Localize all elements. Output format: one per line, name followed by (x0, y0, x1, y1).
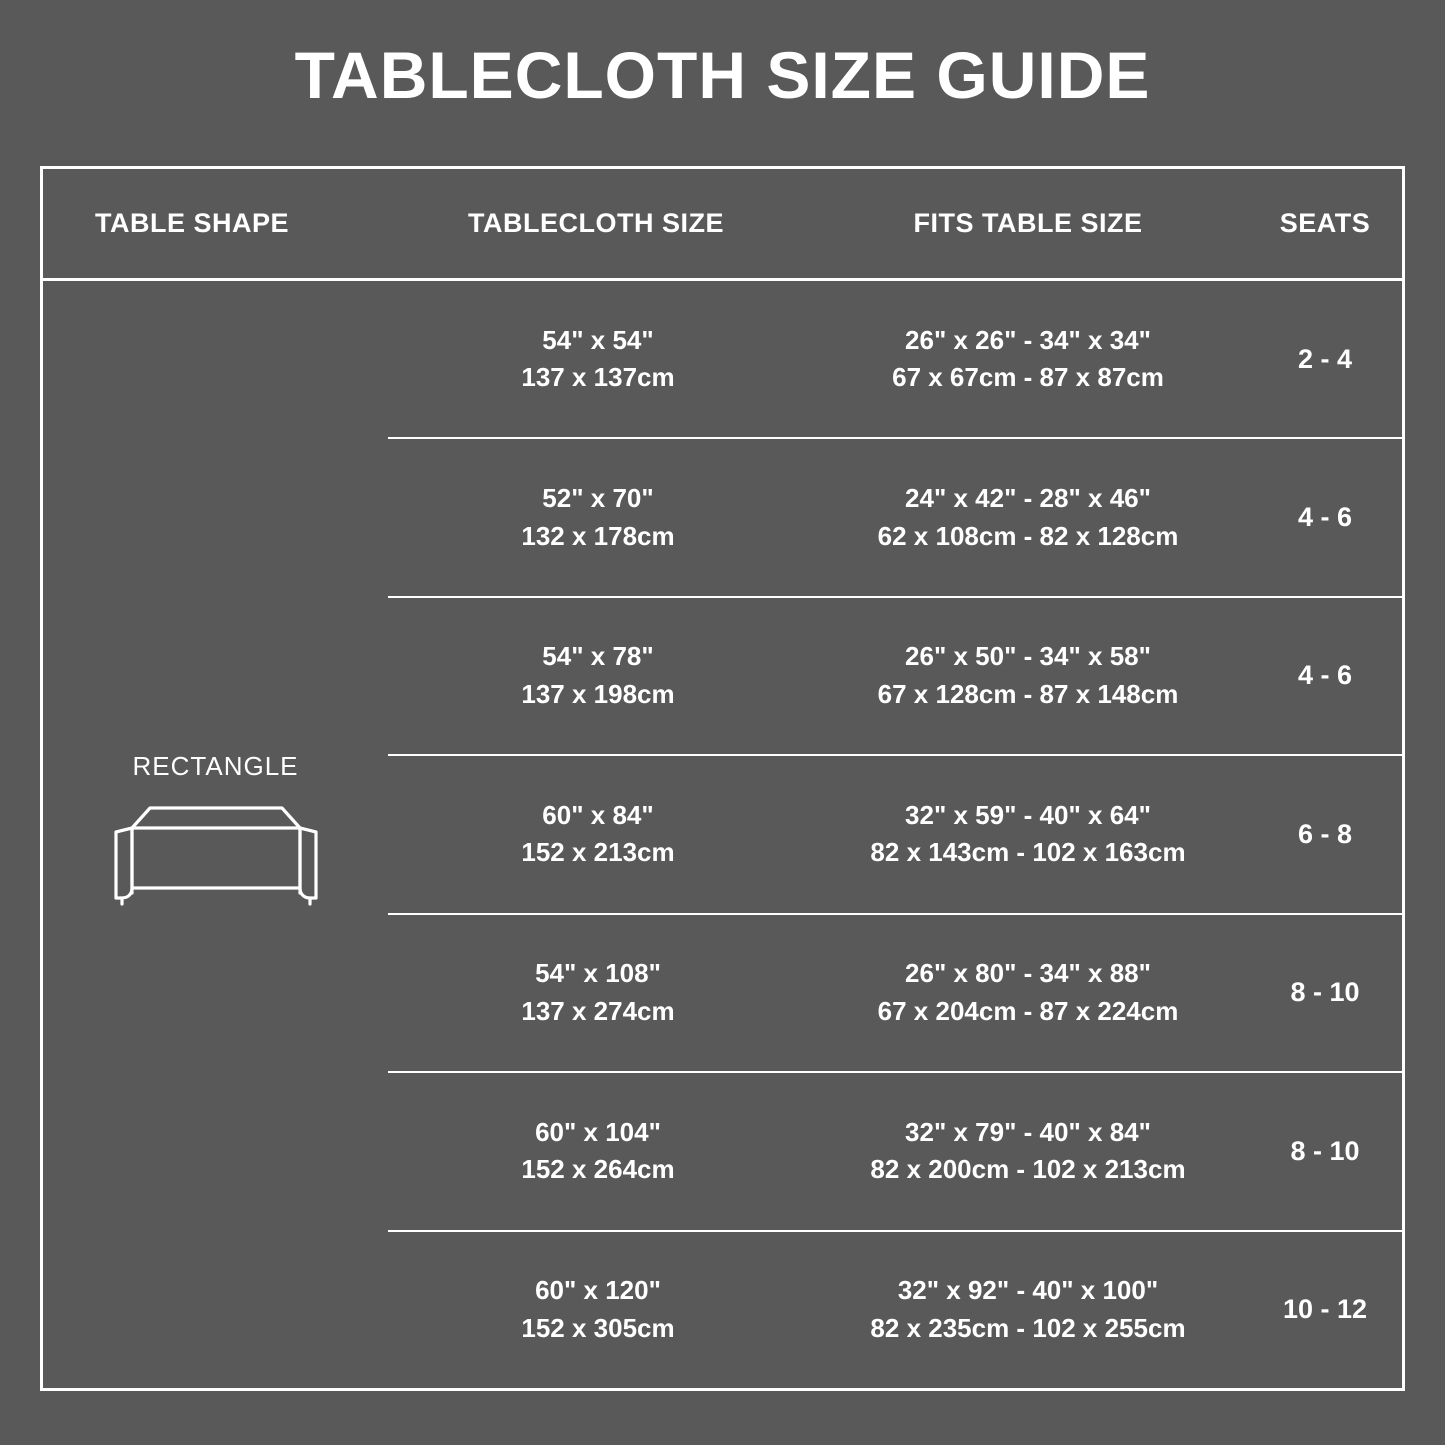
table-row (388, 598, 1402, 756)
cell-tablecloth-size (388, 1272, 808, 1347)
size-cm: 152 x 264cm (521, 1154, 675, 1185)
size-inches: 60" x 84" (542, 799, 654, 830)
cell-seats: 8 - 10 (1290, 977, 1360, 1008)
fits-cm: 82 x 235cm - 102 x 255cm (870, 1312, 1186, 1343)
size-cm: 137 x 137cm (521, 362, 675, 393)
rectangle-tablecloth-icon (106, 798, 326, 918)
size-cm: 152 x 305cm (521, 1312, 675, 1343)
size-inches: 60" x 120" (535, 1275, 661, 1306)
cell-seats: 6 - 8 (1297, 818, 1353, 849)
size-cm: 152 x 213cm (521, 837, 675, 868)
size-inches: 52" x 70" (542, 482, 654, 513)
cell-fits-table-size (808, 1114, 1248, 1189)
fits-inches: 32" x 79" - 40" x 84" (905, 1116, 1151, 1147)
cell-fits-table-size (808, 1272, 1248, 1347)
cell-tablecloth-size (388, 322, 808, 397)
table-row (388, 281, 1402, 439)
cell-fits-table-size (808, 480, 1248, 555)
cell-tablecloth-size (388, 797, 808, 872)
size-inches: 54" x 78" (542, 641, 654, 672)
fits-inches: 32" x 92" - 40" x 100" (897, 1275, 1159, 1306)
shape-label: RECTANGLE (132, 751, 299, 781)
fits-inches: 26" x 50" - 34" x 58" (905, 641, 1151, 672)
cell-seats: 8 - 10 (1290, 1135, 1360, 1166)
shape-cell-rectangle (43, 281, 388, 1388)
fits-cm: 67 x 67cm - 87 x 87cm (892, 362, 1164, 393)
cell-seats: 4 - 6 (1297, 502, 1353, 533)
column-header-fits-table-size: FITS TABLE SIZE (913, 208, 1143, 238)
cell-seats: 4 - 6 (1297, 660, 1353, 691)
fits-inches: 32" x 59" - 40" x 64" (905, 799, 1151, 830)
size-guide-table (40, 166, 1405, 1391)
table-row (388, 439, 1402, 597)
fits-cm: 67 x 128cm - 87 x 148cm (877, 679, 1179, 710)
size-inches: 54" x 54" (542, 324, 654, 355)
table-header-row (43, 169, 1402, 281)
size-cm: 137 x 198cm (521, 679, 675, 710)
column-header-seats: SEATS (1279, 208, 1371, 238)
table-row (388, 756, 1402, 914)
column-header-table-shape: TABLE SHAPE (95, 208, 290, 238)
size-inches: 54" x 108" (535, 958, 661, 989)
fits-cm: 67 x 204cm - 87 x 224cm (877, 995, 1179, 1026)
table-row (388, 1073, 1402, 1231)
cell-tablecloth-size (388, 638, 808, 713)
cell-tablecloth-size (388, 1114, 808, 1189)
column-header-tablecloth-size: TABLECLOTH SIZE (468, 208, 724, 238)
size-cm: 132 x 178cm (521, 520, 675, 551)
fits-inches: 26" x 80" - 34" x 88" (905, 958, 1151, 989)
table-row (388, 915, 1402, 1073)
page-title: TABLECLOTH SIZE GUIDE (294, 38, 1151, 112)
cell-tablecloth-size (388, 480, 808, 555)
table-row (388, 1232, 1402, 1388)
cell-fits-table-size (808, 955, 1248, 1030)
cell-fits-table-size (808, 797, 1248, 872)
cell-seats: 2 - 4 (1297, 343, 1353, 374)
fits-cm: 82 x 143cm - 102 x 163cm (870, 837, 1186, 868)
table-rows (388, 281, 1402, 1388)
fits-inches: 26" x 26" - 34" x 34" (905, 324, 1151, 355)
fits-cm: 62 x 108cm - 82 x 128cm (877, 520, 1179, 551)
cell-fits-table-size (808, 322, 1248, 397)
size-inches: 60" x 104" (535, 1116, 661, 1147)
fits-cm: 82 x 200cm - 102 x 213cm (870, 1154, 1186, 1185)
cell-fits-table-size (808, 638, 1248, 713)
cell-seats: 10 - 12 (1282, 1294, 1368, 1325)
size-cm: 137 x 274cm (521, 995, 675, 1026)
table-body (43, 281, 1402, 1388)
fits-inches: 24" x 42" - 28" x 46" (905, 482, 1151, 513)
cell-tablecloth-size (388, 955, 808, 1030)
